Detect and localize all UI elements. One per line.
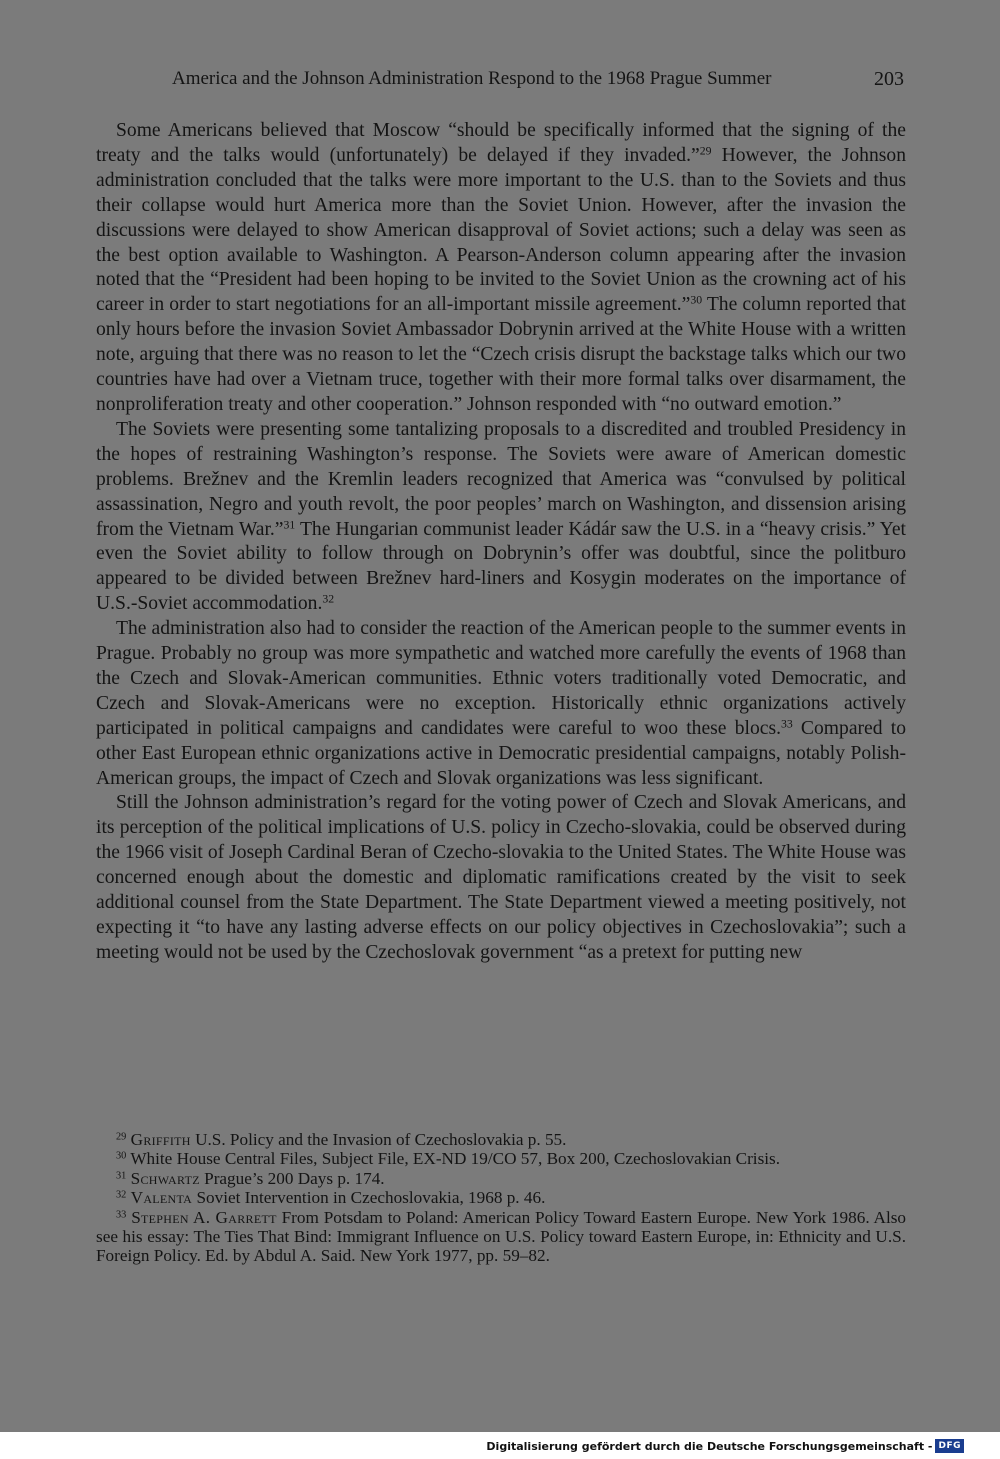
- footnote-number: 31: [116, 1170, 127, 1182]
- footnote-text: From Potsdam to Poland: American Policy Toward Eastern Europe. New York 1986. Also see his essay: The Ties That Bind: Immigrant Influence on U.S. Policy toward Eastern Europe, in: Ethnicity and U.S. Foreign Policy. Ed. by Abdul A. Said. New York 1977, pp. 59–82.: [96, 1207, 907, 1266]
- funding-notice: Digitalisierung gefördert durch die Deutsche Forschungsgemeinschaft -: [486, 1439, 933, 1453]
- footnote-author: Griffith: [130, 1130, 191, 1149]
- digitization-footer: [486, 1439, 964, 1453]
- footnote-number: 32: [116, 1189, 127, 1201]
- footnote-ref-33: 33: [780, 717, 793, 731]
- footnote-number: 30: [116, 1150, 127, 1162]
- paragraph-3: [96, 617, 906, 791]
- footnote-number: 29: [116, 1131, 127, 1143]
- footnote-33: [96, 1208, 906, 1266]
- paragraph-2-text-b: The Hungarian communist leader Kádár saw the U.S. in a “heavy crisis.” Yet even the Soviet ability to follow through on Dobrynin’s offer was doubtful, since the politburo appeared to be divided between Brežnev hard-liners and Kosygin moderates on the importance of U.S.-Soviet accommodation.: [96, 518, 906, 615]
- paragraph-4-text: Still the Johnson administration’s regard for the voting power of Czech and Slovak Americans, and its perception of the political implications of U.S. policy in Czecho-slovakia, could be observed during the 1966 visit of Joseph Cardinal Beran of Czecho-slovakia to the United States. The White House was concerned enough about the domestic and diplomatic ramifications created by the visit to seek additional counsel from the State Department. The State Department viewed a meeting positively, not expecting it “to have any lasting adverse effects on our policy objectives in Czechoslovakia”; such a meeting would not be used by the Czechoslovak government “as a pretext for putting new: [96, 792, 906, 963]
- footnote-number: 33: [116, 1208, 127, 1220]
- footnote-author: Stephen A. Garrett: [131, 1207, 277, 1227]
- footnote-31: [96, 1169, 906, 1188]
- footnote-ref-32: 32: [322, 592, 335, 606]
- footnote-32: [96, 1188, 906, 1207]
- footnote-author: Valenta: [130, 1188, 193, 1208]
- paragraph-1-text-a: Some Americans believed that Moscow “should be specifically informed that the signing of the treaty and the talks would (unfortunately) be delayed if they invaded.”: [96, 120, 906, 166]
- footnote-text: U.S. Policy and the Invasion of Czechoslovakia p. 55.: [190, 1130, 567, 1149]
- footnotes: [96, 1130, 906, 1266]
- page-number: 203: [874, 68, 904, 90]
- footnote-29: [96, 1130, 906, 1149]
- footnote-text: Prague’s 200 Days p. 174.: [199, 1168, 385, 1188]
- footnote-author: Schwartz: [130, 1168, 200, 1188]
- footnote-ref-29: 29: [699, 144, 712, 158]
- paragraph-3-text-a: The administration also had to consider the reaction of the American people to the summer events in Prague. Probably no group was more sympathetic and watched more carefully the events of 1968 than the Czech and Slovak-American communities. Ethnic voters traditionally voted Democratic, and Czech and Slovak-Americans were no exception. Historically ethnic organizations actively participated in political campaigns and candidates were careful to woo these blocs.: [96, 618, 906, 739]
- paragraph-1-text-c: The column reported that only hours before the invasion Soviet Ambassador Dobrynin arrived at the White House with a written note, arguing that there was no reason to let the “Czech crisis disrupt the backstage talks which our two countries have had over a Vietnam truce, together with their more formal talks over disarmament, the nonproliferation treaty and other cooperation.” Johnson responded with “no outward emotion.”: [96, 294, 906, 415]
- body-text: [96, 119, 906, 966]
- footnote-30: [96, 1149, 906, 1168]
- footnote-ref-30: 30: [690, 293, 703, 307]
- paragraph-1-text-b: However, the Johnson administration concluded that the talks were more important to the U.S. than to the Soviets and thus their collapse would hurt America more than the Soviet Union. However, after the invasion the discussions were delayed to show American disapproval of Soviet actions; such a delay was seen as the best option available to Washington. A Pearson-Anderson column appearing after the invasion noted that the “President had been hoping to be invited to the Soviet Union as the crowning act of his career in order to start negotiations for an all-important missile agreement.”: [96, 144, 906, 316]
- paragraph-2-text-a: The Soviets were presenting some tantalizing proposals to a discredited and troubled Presidency in the hopes of restraining Washington’s response. The Soviets were aware of American domestic problems. Brežnev and the Kremlin leaders recognized that America was “convulsed by political assassination, Negro and youth revolt, the poor peoples’ march on Washington, and dissension arising from the Vietnam War.”: [96, 418, 906, 540]
- footnote-ref-31: 31: [283, 518, 296, 532]
- dfg-logo: DFG: [935, 1439, 964, 1453]
- footnote-text: Soviet Intervention in Czechoslovakia, 1968 p. 46.: [192, 1188, 546, 1208]
- running-head-title: America and the Johnson Administration Respond to the 1968 Prague Summer: [172, 68, 772, 89]
- paragraph-2: [96, 418, 906, 617]
- paragraph-4: [96, 791, 906, 965]
- paragraph-3-text-b: Compared to other East European ethnic organizations active in Democratic presidential campaigns, notably Polish-American groups, the impact of Czech and Slovak organizations was less significant.: [96, 717, 906, 789]
- footnote-text: White House Central Files, Subject File, EX-ND 19/CO 57, Box 200, Czechoslovakian Crisis.: [130, 1149, 781, 1169]
- paragraph-1: [96, 119, 906, 418]
